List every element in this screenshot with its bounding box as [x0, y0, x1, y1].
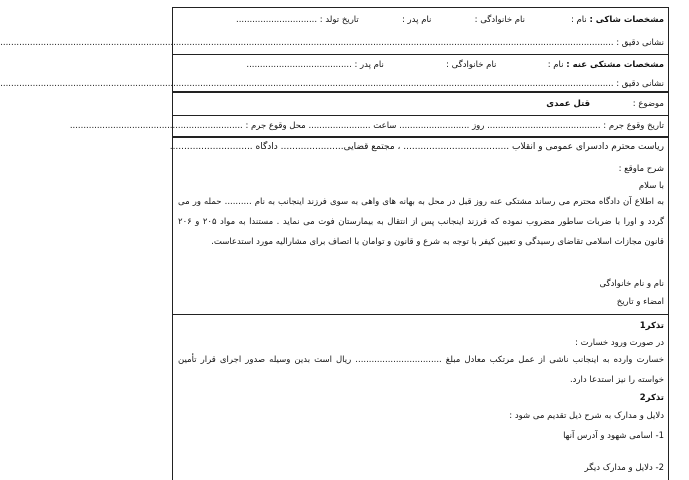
subject-row [546, 98, 664, 110]
addressee-line: ریاست محترم دادسرای عمومی و انقلاب ..................................... ، مجتمع قضایی...................... دادگاه ............................. [169, 142, 664, 152]
complainant-fields: نام : نام خانوادگی : نام پدر : تاریخ تولد : .............................. [236, 15, 587, 25]
complainant-label: مشخصات شاکی : [589, 15, 664, 25]
list-item: 2- دلایل و مدارک دیگر [584, 463, 664, 473]
accused-fields: نام : نام خانوادگی : نام پدر : ....................................... [246, 60, 564, 70]
divider [172, 91, 669, 93]
description-label: شرح ماوقع : [618, 164, 664, 174]
complainant-row [236, 14, 664, 26]
note2-title: تذکر2 [639, 393, 664, 403]
note1-text: خسارت وارده به اینجانب ناشی از عمل مرتکب معادل مبلغ ................................ ریال است بدین وسیله صدور اجرای قرار تأمین خواسته را نیز استدعا دارد. [178, 355, 664, 385]
note1-title: تذکر1 [639, 321, 664, 331]
accused-address: نشانی دقیق : ................................................................................................................................................................................................................................... [0, 79, 664, 89]
divider [172, 115, 669, 116]
greeting: با سلام [638, 181, 664, 191]
divider [172, 314, 669, 315]
subject-label: موضوع : [632, 99, 664, 109]
subject-value: قتل عمدی [546, 99, 591, 109]
incident-row: تاریخ وقوع جرم : .......................................... روز .......................... ساعت ....................... محل وقوع جرم : ................................................................ [69, 121, 664, 131]
signature-line: امضاء و تاریخ [616, 297, 664, 307]
note2-intro: دلایل و مدارک به شرح ذیل تقدیم می شود : [509, 411, 664, 421]
accused-row [246, 59, 664, 71]
complainant-address: نشانی دقیق : ................................................................................................................................................................................................................................... [0, 38, 664, 48]
accused-label: مشخصات مشتکی عنه : [566, 60, 664, 70]
name-line: نام و نام خانوادگی [599, 279, 664, 289]
divider [172, 136, 669, 138]
complaint-body: به اطلاع آن دادگاه محترم می رساند مشتکی عنه روز قبل در محل به بهانه های واهی به سوی فرزند اینجانب به نام .......... حمله ور می گردد و اورا با ضربات ساطور مضروب نموده که فرزند اینجانب پس از انتقال به بیمارستان فوت می نماید . مستندا به مواد ۲۰۵ و ۲۰۶ قانون مجازات اسلامی تقاضای رسیدگی و تعیین کیفر با توجه به شرع و قانون و توامان با اتصاف برای مشارالیه مورد استدعاست. [178, 197, 664, 247]
note1-intro: در صورت ورود خسارت : [575, 338, 664, 348]
list-item: 1- اسامی شهود و آدرس آنها [563, 431, 664, 441]
divider [172, 54, 669, 55]
